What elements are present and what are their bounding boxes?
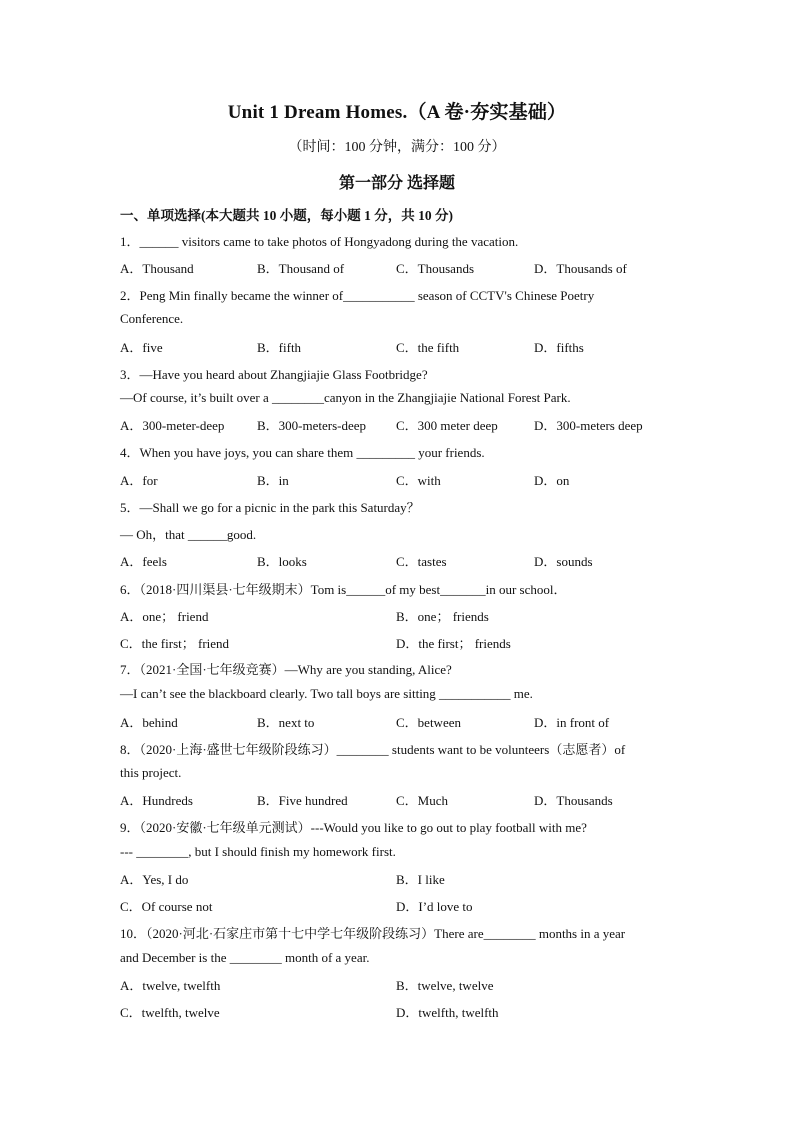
- question-7-option-b: B．next to: [257, 715, 315, 730]
- question-1-option-c: C．Thousands: [396, 261, 475, 276]
- question-3-stem-cont: —Of course, it’s built over a ________canyon in the Zhangjiajie National Forest Park.: [120, 390, 571, 405]
- question-8-stem-cont: this project.: [120, 765, 182, 780]
- question-1-stem: 1．______ visitors came to take photos of Hongyadong during the vacation.: [120, 234, 519, 249]
- question-10-option-d: D．twelfth, twelfth: [396, 1005, 499, 1020]
- question-7-option-d: D．in front of: [534, 715, 610, 730]
- question-10-option-b: B．twelve, twelve: [396, 978, 494, 993]
- question-5-stem-cont: — Oh，that ______good.: [120, 527, 257, 542]
- question-6-option-a: A．one； friend: [120, 609, 209, 624]
- question-8-option-b: B．Five hundred: [257, 793, 348, 808]
- question-1-option-a: A．Thousand: [120, 261, 194, 276]
- question-9-stem-cont: --- ________, but I should finish my homework first.: [120, 844, 396, 859]
- part-heading: 第一部分 选择题: [338, 175, 455, 192]
- page-title: Unit 1 Dream Homes.（A 卷·夯实基础）: [227, 102, 567, 123]
- question-10-option-a: A．twelve, twelfth: [120, 978, 221, 993]
- question-5-option-d: D．sounds: [534, 554, 593, 569]
- question-1-option-b: B．Thousand of: [257, 261, 345, 276]
- question-3-option-d: D．300-meters deep: [534, 418, 643, 433]
- question-2-option-d: D．fifths: [534, 340, 584, 355]
- question-3-option-b: B．300-meters-deep: [257, 418, 367, 433]
- question-7-option-c: C．between: [396, 715, 461, 730]
- question-3-option-a: A．300-meter-deep: [120, 418, 225, 433]
- question-9-option-b: B．I like: [396, 872, 445, 887]
- question-9-option-c: C．Of course not: [120, 899, 213, 914]
- question-4-option-c: C．with: [396, 473, 441, 488]
- question-7-stem: 7．（2021·全国·七年级竞赛）—Why are you standing, Alice?: [120, 662, 452, 677]
- question-2-option-a: A．five: [120, 340, 163, 355]
- question-6-stem: 6．（2018·四川渠县·七年级期末）Tom is______of my best_______in our school．: [120, 582, 567, 597]
- question-2-stem-cont: Conference.: [120, 311, 184, 326]
- question-10-option-c: C．twelfth, twelve: [120, 1005, 220, 1020]
- question-9-option-a: A．Yes, I do: [120, 872, 189, 887]
- question-4-option-b: B．in: [257, 473, 289, 488]
- question-2-option-c: C．the fifth: [396, 340, 460, 355]
- question-6-option-b: B．one； friends: [396, 609, 489, 624]
- question-10-stem: 10．（2020·河北·石家庄市第十七中学七年级阶段练习）There are________ months in a year: [120, 926, 626, 941]
- question-8-option-d: D．Thousands: [534, 793, 613, 808]
- question-8-stem: 8．（2020·上海·盛世七年级阶段练习）________ students want to be volunteers（志愿者）of: [120, 742, 626, 757]
- question-3-option-c: C．300 meter deep: [396, 418, 498, 433]
- question-4-option-a: A．for: [120, 473, 158, 488]
- question-2-stem: 2．Peng Min finally became the winner of___________ season of CCTV's Chinese Poetry: [120, 288, 595, 303]
- question-1-option-d: D．Thousands of: [534, 261, 627, 276]
- question-2-option-b: B．fifth: [257, 340, 302, 355]
- question-9-stem: 9．（2020·安徽·七年级单元测试）---Would you like to go out to play football with me?: [120, 820, 587, 835]
- question-8-option-a: A．Hundreds: [120, 793, 193, 808]
- question-10-stem-cont: and December is the ________ month of a year.: [120, 950, 370, 965]
- question-6-option-d: D．the first； friends: [396, 636, 511, 651]
- question-5-stem: 5．—Shall we go for a picnic in the park this Saturday？: [120, 500, 420, 515]
- question-4-stem: 4．When you have joys, you can share them _________ your friends.: [120, 445, 485, 460]
- question-7-stem-cont: —I can’t see the blackboard clearly. Two tall boys are sitting ___________ me.: [120, 686, 533, 701]
- question-3-stem: 3．—Have you heard about Zhangjiajie Glass Footbridge?: [120, 367, 428, 382]
- exam-time-info: （时间：100 分钟，满分：100 分）: [288, 140, 506, 155]
- question-9-option-d: D．I’d love to: [396, 899, 473, 914]
- section-heading: 一、单项选择(本大题共 10 小题，每小题 1 分，共 10 分): [120, 208, 453, 223]
- question-6-option-c: C．the first； friend: [120, 636, 230, 651]
- question-5-option-b: B．looks: [257, 554, 307, 569]
- question-5-option-c: C．tastes: [396, 554, 447, 569]
- question-8-option-c: C．Much: [396, 793, 449, 808]
- question-7-option-a: A．behind: [120, 715, 178, 730]
- question-4-option-d: D．on: [534, 473, 570, 488]
- question-5-option-a: A．feels: [120, 554, 167, 569]
